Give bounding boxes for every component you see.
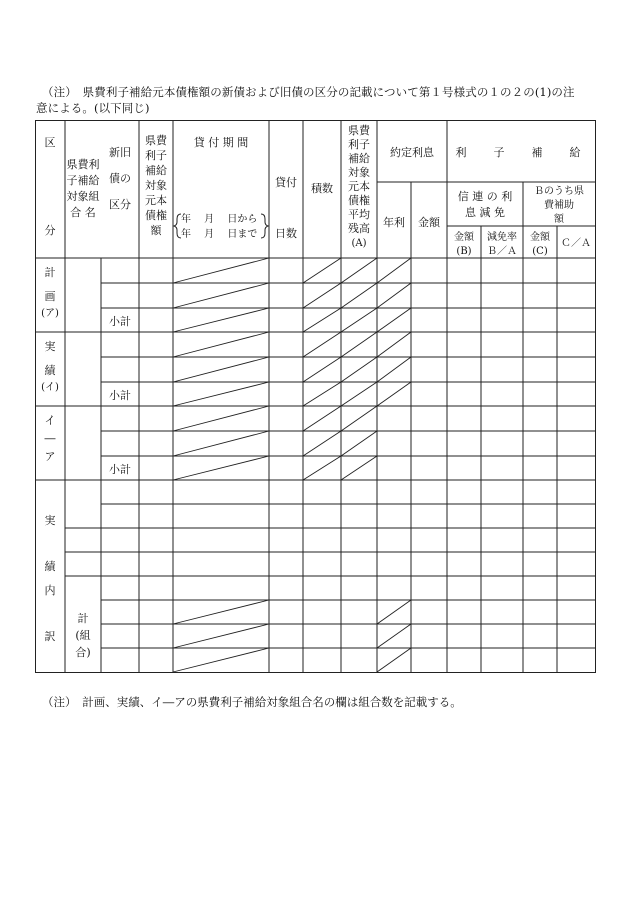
kei-label-3: 合): [75, 646, 91, 659]
heikin-label-5: 元本: [348, 180, 370, 193]
nenri-label: 年利: [383, 216, 405, 229]
c-a-label: Ｃ／Ａ: [561, 238, 591, 249]
rishi-label-4: 給: [569, 146, 581, 159]
bottom-note: （注） 計画、実績、イ―アの県費利子補給対象組合名の欄は組合数を記載する。: [42, 695, 462, 709]
keikaku-label-1: 計: [44, 266, 56, 279]
jisseki-label-1: 実: [44, 340, 56, 353]
shinren-label-1: 信 連 の 利: [457, 190, 513, 203]
keikaku-label-3: (ア): [41, 308, 59, 319]
top-note-line-2: 意による。(以下同じ): [36, 101, 150, 115]
b-uchi-label-3: 額: [554, 214, 564, 225]
yakutei-label: 約定利息: [390, 146, 434, 159]
gankin-label-3: 補給: [145, 164, 167, 177]
ku-top-label: 区: [44, 136, 56, 149]
heikin-label-1: 県費: [348, 124, 370, 137]
jisseki-label-2: 績: [44, 364, 56, 377]
gankin-label-6: 債権: [145, 209, 167, 222]
nissu-label: 日数: [275, 227, 297, 240]
keikaku-label-2: 画: [44, 290, 56, 303]
rishi-label-3: 補: [531, 146, 543, 159]
kikan-from: 年 月 日から: [181, 214, 258, 225]
kumiai-label-3: 対象組: [66, 190, 100, 203]
sa-label-1: イ: [44, 414, 56, 427]
kingaku-b-label-2: (B): [456, 246, 472, 257]
rishi-label-1: 利: [455, 146, 467, 159]
shinkyu-label-3: 区分: [109, 198, 131, 211]
kingaku-c-label-1: 金額: [530, 232, 550, 243]
shinkyu-label-2: 債の: [109, 172, 131, 185]
shokei-sa: 小計: [109, 463, 131, 476]
kei-label-2: (組: [75, 629, 91, 642]
genmenritsu-label-1: 減免率: [487, 232, 517, 243]
kumiai-label-1: 県費利: [66, 158, 100, 171]
interest-subsidy-table: [35, 120, 597, 676]
kumiai-label-4: 合 名: [70, 206, 96, 219]
uchiwake-label-2: 績: [44, 560, 56, 573]
kikan-to: 年 月 日まで: [181, 229, 258, 240]
gankin-label-2: 利子: [145, 149, 167, 162]
uchiwake-label-1: 実: [44, 514, 56, 527]
sa-label-2: ―: [44, 432, 56, 445]
kashitsuke-label: 貸付: [275, 176, 297, 189]
rishi-label-2: 子: [493, 146, 505, 159]
gankin-label-7: 額: [150, 224, 162, 237]
kei-label-1: 計: [77, 612, 89, 625]
heikin-label-4: 対象: [348, 166, 370, 179]
sa-label-3: ア: [44, 450, 56, 463]
kumiai-label-2: 子補給: [66, 174, 100, 187]
shinkyu-label-1: 新旧: [109, 146, 131, 159]
row-labels: [75, 314, 131, 659]
heikin-label-8: 残高: [348, 222, 370, 235]
heikin-label-6: 債権: [348, 194, 370, 207]
heikin-label-9: (A): [351, 238, 367, 249]
kingaku-label: 金額: [418, 216, 440, 229]
kingaku-b-label-1: 金額: [454, 232, 474, 243]
kikan-title: 貸 付 期 間: [193, 136, 249, 149]
b-uchi-label-1: Ｂのうち県: [534, 186, 584, 197]
ku-bottom-label: 分: [44, 224, 56, 237]
header-labels: [45, 123, 592, 257]
sekisu-label: 積数: [311, 182, 333, 195]
jisseki-label-3: (イ): [41, 382, 59, 393]
top-note: [36, 84, 604, 116]
gankin-label-1: 県費: [145, 134, 167, 147]
uchiwake-label-3: 内: [44, 584, 56, 597]
heikin-label-3: 補給: [348, 152, 370, 165]
group-labels: [41, 265, 59, 643]
gankin-label-5: 元本: [145, 194, 167, 207]
top-note-line-1: （注） 県費利子補給元本債権額の新債および旧債の区分の記載について第１号様式の１の２の(1)の注: [42, 85, 575, 99]
shokei-keikaku: 小計: [109, 315, 131, 328]
kingaku-c-label-2: (C): [532, 246, 548, 257]
strike-diagonals: [173, 258, 411, 672]
genmenritsu-label-2: Ｂ／Ａ: [487, 246, 517, 257]
shokei-jisseki: 小計: [109, 389, 131, 402]
heikin-label-7: 平均: [348, 208, 370, 221]
uchiwake-label-4: 訳: [44, 630, 56, 643]
heikin-label-2: 利子: [348, 138, 370, 151]
gankin-label-4: 対象: [145, 179, 167, 192]
shinren-label-2: 息 減 免: [465, 206, 505, 219]
b-uchi-label-2: 費補助: [544, 200, 574, 211]
